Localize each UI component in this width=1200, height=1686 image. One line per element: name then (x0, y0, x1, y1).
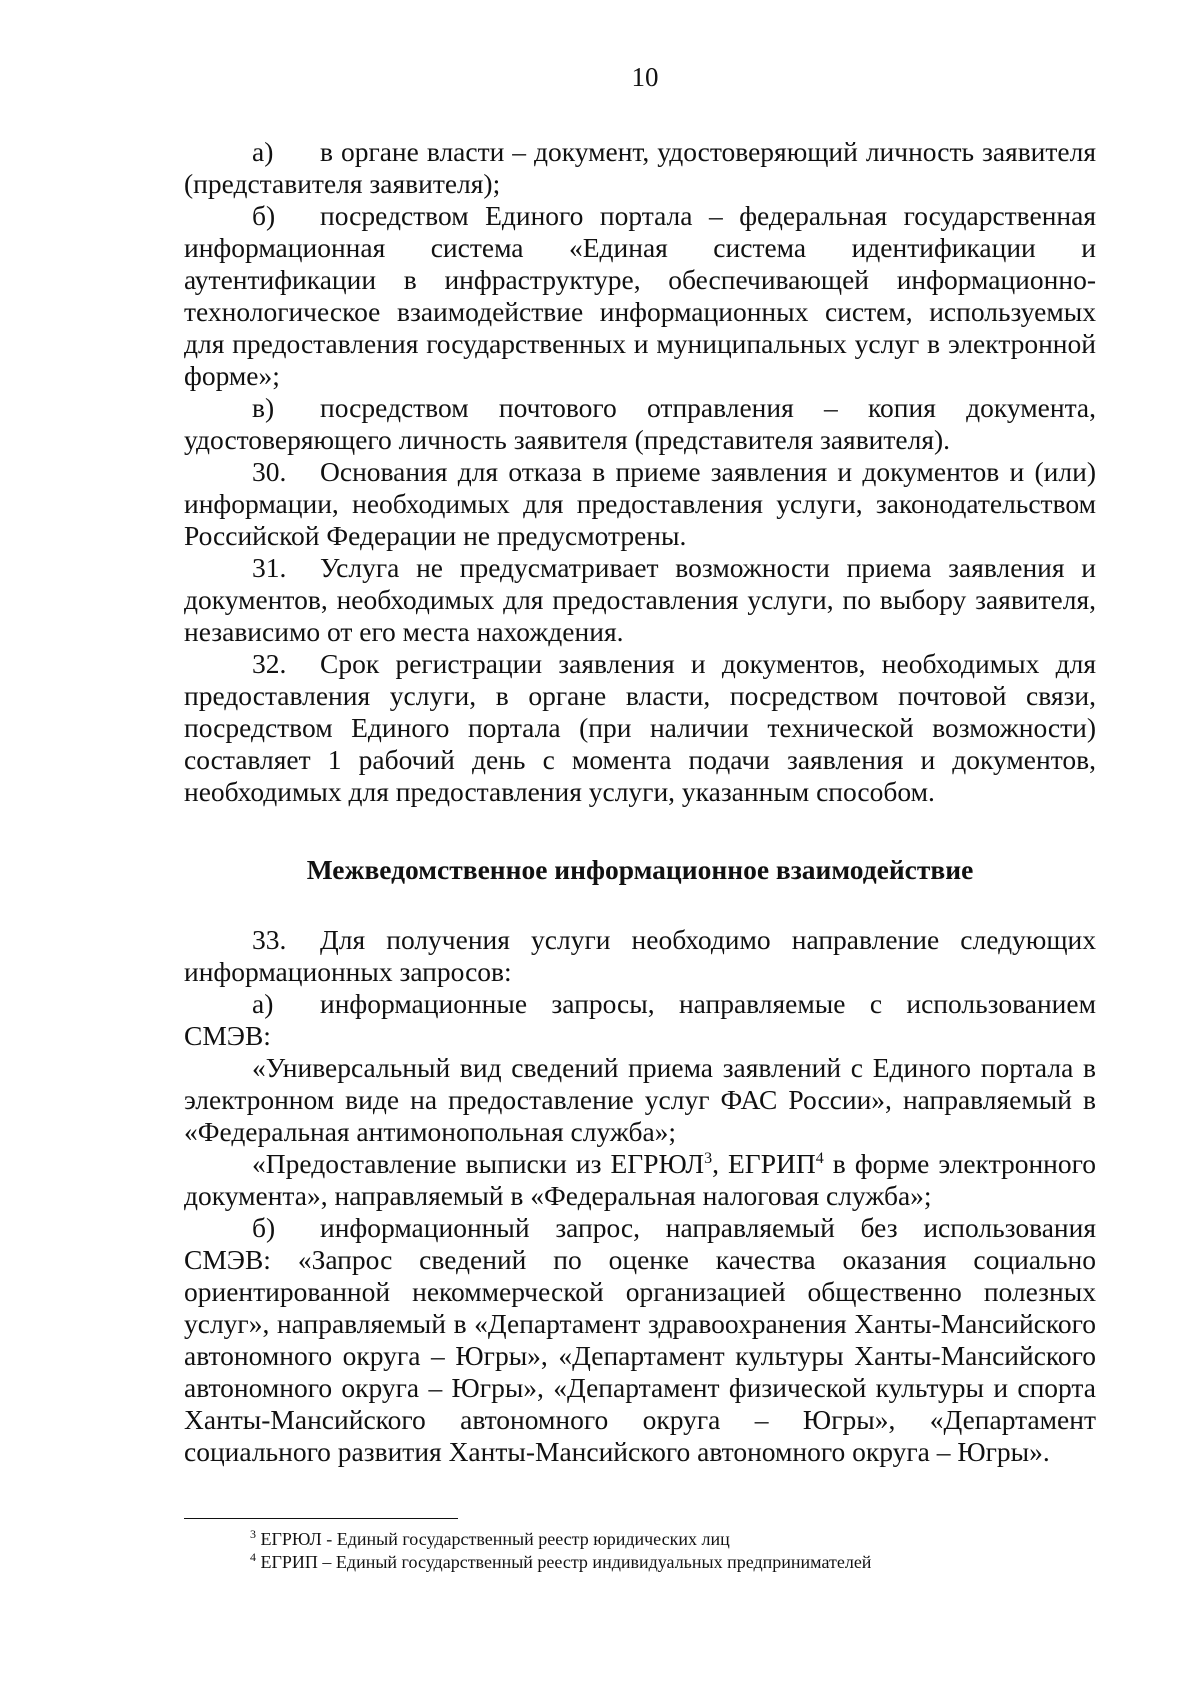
paragraph-marker: а) (252, 136, 274, 167)
paragraph-text: посредством почтового отправления – копия документа, удостоверяющего личность заявителя (представителя заявителя). (184, 392, 1096, 455)
paragraph-marker: 30. (252, 456, 287, 487)
paragraph-text-part: , ЕГРИП (712, 1148, 816, 1179)
paragraph-marker: а) (252, 988, 274, 1019)
footnote-reference: 3 (704, 1149, 713, 1167)
paragraph-33 (184, 924, 1096, 988)
paragraph-marker: 31. (252, 552, 287, 583)
document-body (184, 136, 1096, 1468)
paragraph-text: «Универсальный вид сведений приема заявлений с Единого портала в электронном виде на предоставление услуг ФАС России», направляемый в «Федеральная антимонопольная служба»; (184, 1052, 1096, 1147)
paragraph-egrul-request (184, 1148, 1096, 1212)
paragraph-32 (184, 648, 1096, 808)
paragraph-marker: б) (252, 1212, 276, 1243)
paragraph-text: Для получения услуги необходимо направление следующих информационных запросов: (184, 924, 1096, 987)
paragraph-marker: 32. (252, 648, 287, 679)
paragraph-text: посредством Единого портала – федеральная государственная информационная система «Единая система идентификации и аутентификации в инфраструктуре, обеспечивающей информационно-технологическое взаимодействие информационных систем, используемых для предоставления государственных и муниципальных услуг в электронной форме»; (184, 200, 1096, 391)
paragraph-text: Срок регистрации заявления и документов, необходимых для предоставления услуги, в органе власти, посредством почтовой связи, посредством Единого портала (при наличии технической возможности) составляет 1 рабочий день с момента подачи заявления и документов, необходимых для предоставления услуги, указанным способом. (184, 648, 1096, 807)
paragraph-a-smev (184, 988, 1096, 1052)
footnote (250, 1551, 1090, 1574)
footnote-text: ЕГРИП – Единый государственный реестр индивидуальных предпринимателей (260, 1552, 872, 1572)
page-number: 10 (631, 62, 659, 92)
paragraph-text: Услуга не предусматривает возможности приема заявления и документов, необходимых для предоставления услуги, по выбору заявителя, независимо от его места нахождения. (184, 552, 1096, 647)
paragraph-b-no-smev (184, 1212, 1096, 1468)
paragraph-text-part: «Предоставление выписки из ЕГРЮЛ (252, 1148, 705, 1179)
footnote-number: 3 (250, 1527, 256, 1541)
footnote-reference: 4 (815, 1149, 824, 1167)
footnote-number: 4 (250, 1550, 256, 1564)
paragraph-marker: 33. (252, 924, 287, 955)
section-heading: Межведомственное информационное взаимодействие (306, 854, 974, 885)
paragraph-marker: б) (252, 200, 276, 231)
paragraph-text-part: в форме электронного документа», направляемый в «Федеральная налоговая служба»; (184, 1148, 1096, 1211)
paragraph-universal-request (184, 1052, 1096, 1148)
paragraph-30 (184, 456, 1096, 552)
paragraph-marker: в) (252, 392, 275, 423)
paragraph-text: информационный запрос, направляемый без использования СМЭВ: «Запрос сведений по оценке качества оказания социально ориентированной некоммерческой организацией общественно полезных услуг», направляемый в «Департамент здравоохранения Ханты-Мансийского автономного округа – Югры», «Департамент культуры Ханты-Мансийского автономного округа – Югры», «Департамент физической культуры и спорта Ханты-Мансийского автономного округа – Югры», «Департамент социального развития Ханты-Мансийского автономного округа – Югры». (184, 1212, 1096, 1467)
paragraph-31 (184, 552, 1096, 648)
paragraph-a-identity (184, 136, 1096, 200)
paragraph-text: информационные запросы, направляемые с использованием СМЭВ: (184, 988, 1096, 1051)
footnote-separator (184, 1518, 458, 1519)
paragraph-b-portal (184, 200, 1096, 392)
footnote-text: ЕГРЮЛ - Единый государственный реестр юридических лиц (260, 1529, 730, 1549)
paragraph-text: Основания для отказа в приеме заявления и документов и (или) информации, необходимых для предоставления услуги, законодательством Российской Федерации не предусмотрены. (184, 456, 1096, 551)
paragraph-text: в органе власти – документ, удостоверяющий личность заявителя (представителя заявителя); (184, 136, 1096, 199)
footnote (250, 1528, 1090, 1551)
paragraph-v-post (184, 392, 1096, 456)
footnotes (250, 1528, 1090, 1574)
